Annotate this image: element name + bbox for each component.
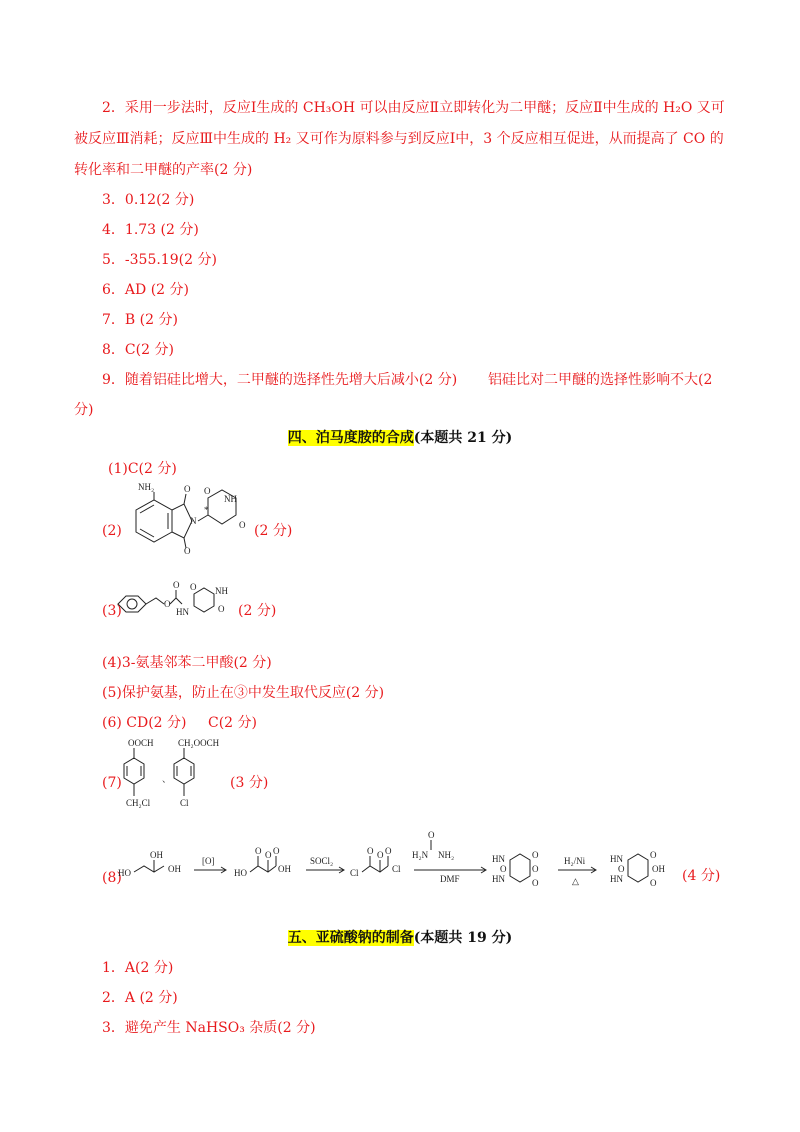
chiral-star: * bbox=[204, 505, 209, 515]
section-4-heading bbox=[0, 428, 800, 448]
o-label: O bbox=[532, 864, 539, 874]
acid-chain bbox=[250, 866, 276, 872]
reagent-h2-ni: H₂/Ni bbox=[564, 856, 586, 866]
s4-answer-7-label: (7) bbox=[102, 775, 122, 791]
o-label: O bbox=[239, 520, 246, 530]
n-label: N bbox=[190, 516, 197, 526]
benzyl-chain bbox=[146, 598, 164, 604]
s4-answer-1: (1)C(2 分) bbox=[108, 461, 177, 477]
acyl-chain bbox=[362, 866, 388, 872]
aromatic-circle bbox=[127, 599, 137, 609]
o-label: O bbox=[255, 846, 262, 856]
nh-label: NH bbox=[215, 586, 228, 596]
ch2cl-label: CH₂Cl bbox=[126, 798, 151, 808]
pyrimidine-ring bbox=[628, 854, 648, 882]
glutarimide-ring bbox=[194, 588, 214, 612]
o-label: O bbox=[184, 546, 191, 556]
synthesis-route bbox=[118, 832, 680, 912]
answer-2-line-1: 2．采用一步法时，反应Ⅰ生成的 CH₃OH 可以由反应Ⅱ立即转化为二甲醚；反应Ⅱ中生成的 H₂O 又可 bbox=[102, 100, 725, 116]
o-label: O bbox=[164, 599, 171, 609]
separator: 、 bbox=[162, 774, 172, 784]
answer-7: 7．B (2 分) bbox=[102, 312, 178, 328]
s5-answer-3: 3．避免产生 NaHSO₃ 杂质(2 分) bbox=[102, 1020, 316, 1036]
o-label: O bbox=[618, 864, 625, 874]
o-label: O bbox=[377, 850, 384, 860]
urea-nh2: NH₂ bbox=[438, 850, 455, 860]
s4-answer-8-score: (4 分) bbox=[682, 868, 721, 884]
hn-label: HN bbox=[492, 874, 505, 884]
oh-label: OH bbox=[150, 850, 163, 860]
reagent-socl2: SOCl₂ bbox=[310, 856, 334, 866]
pomalidomide-structure bbox=[118, 482, 253, 568]
answer-9-part-b: 铝硅比对二甲醚的选择性影响不大(2 bbox=[488, 372, 713, 388]
oh-label: OH bbox=[168, 864, 181, 874]
hn-label: HN bbox=[176, 607, 189, 617]
o-label: O bbox=[500, 864, 507, 874]
section-5-title: 五、亚硫酸钠的制备 bbox=[287, 930, 414, 946]
o-label: O bbox=[650, 878, 657, 888]
o-label: O bbox=[218, 604, 225, 614]
oh-label: OH bbox=[652, 864, 665, 874]
s4-answer-8-label: (8) bbox=[102, 870, 122, 886]
answer-2-line-3: 转化率和二甲醚的产率(2 分) bbox=[74, 162, 253, 178]
s4-answer-3-label: (3) bbox=[102, 603, 122, 619]
n-c-bond bbox=[198, 515, 208, 521]
section-5-score: (本题共 19 分) bbox=[413, 930, 513, 946]
answer-8: 8．C(2 分) bbox=[102, 342, 174, 358]
hn-label: HN bbox=[610, 854, 623, 864]
o-label: O bbox=[428, 830, 435, 840]
nh2-label: NH₂ bbox=[138, 482, 155, 492]
o-label: O bbox=[273, 846, 280, 856]
ch2ooch-label: CH₂OOCH bbox=[178, 738, 220, 748]
section-4-title: 四、泊马度胺的合成 bbox=[287, 430, 414, 446]
s4-answer-6-part-a: (6) CD(2 分) bbox=[102, 715, 187, 731]
answer-4: 4．1.73 (2 分) bbox=[102, 222, 199, 238]
o-label: O bbox=[367, 846, 374, 856]
heat-symbol: △ bbox=[572, 876, 579, 886]
carbonyl-bond bbox=[184, 494, 186, 504]
s4-answer-2-score: (2 分) bbox=[254, 523, 293, 539]
hn-label: HN bbox=[492, 854, 505, 864]
s5-answer-1: 1．A(2 分) bbox=[102, 960, 174, 976]
o-label: O bbox=[173, 580, 180, 590]
cl-label: Cl bbox=[350, 868, 359, 878]
reagent-o: [O] bbox=[202, 856, 215, 866]
section-4-score: (本题共 21 分) bbox=[413, 430, 513, 446]
oh-label: OH bbox=[278, 864, 291, 874]
answer-2-line-2: 被反应Ⅲ消耗；反应Ⅲ中生成的 H₂ 又可作为原料参与到反应Ⅰ中，3 个反应相互促进，从而提高了 CO 的 bbox=[74, 131, 724, 147]
o-label: O bbox=[650, 850, 657, 860]
o-label: O bbox=[532, 878, 539, 888]
answer-5: 5．-355.19(2 分) bbox=[102, 252, 217, 268]
cl-label: Cl bbox=[392, 864, 401, 874]
answer-6: 6．AD (2 分) bbox=[102, 282, 189, 298]
ooch-label: OOCH bbox=[128, 738, 154, 748]
nh-label: NH bbox=[224, 494, 237, 504]
pyrimidine-ring bbox=[510, 854, 530, 882]
section-5-heading bbox=[0, 928, 800, 948]
cbz-protected-structure bbox=[114, 582, 239, 627]
o-label: O bbox=[190, 582, 197, 592]
s4-answer-4: (4)3-氨基邻苯二甲酸(2 分) bbox=[102, 655, 272, 671]
cl-label: Cl bbox=[180, 798, 189, 808]
s4-answer-2-label: (2) bbox=[102, 523, 122, 539]
isomer-structures bbox=[118, 738, 228, 830]
o-label: O bbox=[184, 484, 191, 494]
answer-9-part-c: 分) bbox=[74, 402, 94, 418]
answer-9-part-a: 9．随着铝硅比增大，二甲醚的选择性先增大后减小(2 分) bbox=[102, 372, 458, 388]
benzene-ring bbox=[136, 500, 172, 542]
answer-3: 3．0.12(2 分) bbox=[102, 192, 195, 208]
solvent-dmf: DMF bbox=[440, 874, 460, 884]
s4-answer-5: (5)保护氨基，防止在③中发生取代反应(2 分) bbox=[102, 685, 385, 701]
s4-answer-6-part-b: C(2 分) bbox=[208, 715, 257, 731]
o-label: O bbox=[385, 846, 392, 856]
imide-ring bbox=[172, 504, 192, 538]
ho-label: HO bbox=[118, 868, 131, 878]
hn-label: HN bbox=[610, 874, 623, 884]
benzene-ring bbox=[118, 596, 146, 612]
o-label: O bbox=[204, 486, 211, 496]
glycerol-chain bbox=[134, 866, 164, 872]
s5-answer-2: 2．A (2 分) bbox=[102, 990, 178, 1006]
ho-label: HO bbox=[234, 868, 247, 878]
o-label: O bbox=[532, 850, 539, 860]
s4-answer-7-score: (3 分) bbox=[230, 775, 269, 791]
o-label: O bbox=[265, 850, 272, 860]
carbamate-chain bbox=[170, 598, 182, 604]
urea-h2n: H₂N bbox=[412, 850, 429, 860]
s4-answer-3-score: (2 分) bbox=[238, 603, 277, 619]
